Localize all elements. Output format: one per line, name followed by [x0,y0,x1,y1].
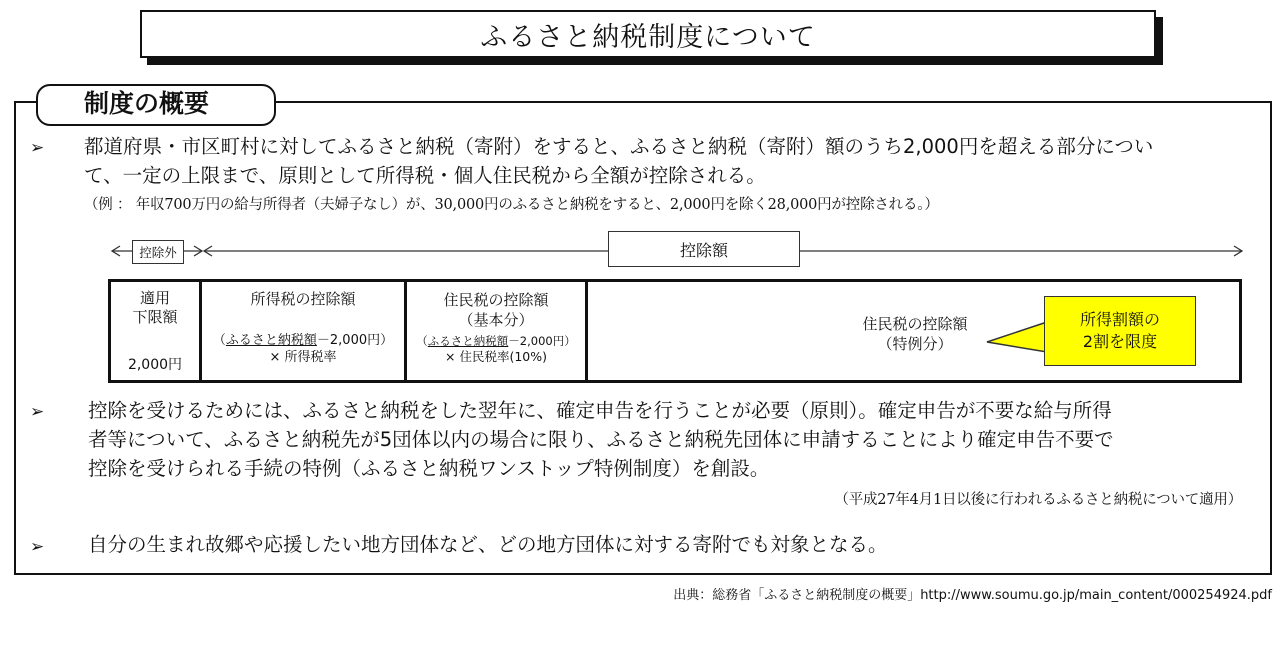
bullet-2-text [88,396,1258,483]
page-title: ふるさと納税制度について [480,21,816,53]
formula-rest: －2,000円） [508,334,576,348]
bullet-2-note: （平成27年4月1日以後に行われるふるさと納税について適用） [834,492,1242,508]
formula-rate: × 所得税率 [269,350,337,365]
bullet-1-line-2: て、一定の上限まで、原則として所得税・個人住民税から全額が控除される。 [84,164,766,187]
limit-callout [1044,296,1196,366]
resident-special-title: 住民税の控除額 [862,315,968,333]
bullet-arrow-icon: ➢ [30,402,45,422]
formula-open: （ [416,334,428,348]
income-tax-formula [202,332,404,366]
formula-open: （ [212,333,226,348]
resident-special-cell [820,314,1010,354]
bullet-3-line-1: 自分の生まれ故郷や応援したい地方団体など、どの地方団体に対する寄附でも対象となる。 [88,533,888,556]
resident-basic-title [407,290,585,330]
bullet-1-line-1: 都道府県・市区町村に対してふるさと納税（寄附）をすると、ふるさと納税（寄附）額のうち2,000円を超える部分につい [84,135,1154,158]
bullet-2-line-1: 控除を受けるためには、ふるさと納税をした翌年に、確定申告を行うことが必要（原則）。確定申告が不要な給与所得 [88,399,1112,422]
formula-rate: × 住民税率(10%) [445,349,547,364]
source-citation: 出典：総務省「ふるさと納税制度の概要」http://www.soumu.go.jp/main_content/000254924.pdf [673,588,1272,603]
bullet-1-text [84,132,1264,190]
formula-amount: ふるさと納税額 [427,334,509,348]
bullet-arrow-icon: ➢ [30,138,45,158]
callout-line2: 2割を限度 [1082,332,1158,351]
resident-basic-title-text: 住民税の控除額 [443,291,549,309]
resident-special-subtitle: （特例分） [877,335,953,353]
lower-limit-line2: 下限額 [132,308,178,326]
section-tab: 制度の概要 [36,84,276,126]
lower-limit-line1: 適用 [139,289,170,307]
table-divider [585,279,588,383]
bullet-2-line-3: 控除を受けられる手続の特例（ふるさと納税ワンストップ特例制度）を創設。 [88,457,770,480]
callout-seam [1045,324,1048,346]
resident-basic-formula [407,333,585,365]
bullet-2-line-2: 者等について、ふるさと納税先が5団体以内の場合に限り、ふるさと納税先団体に申請することにより確定申告不要で [88,428,1114,451]
formula-rest: －2,000円） [316,333,394,348]
lower-limit-amount: 2,000円 [127,357,183,373]
page-title-box [140,10,1156,58]
income-tax-title: 所得税の控除額 [250,290,356,308]
callout-line1: 所得割額の [1079,310,1160,329]
bullet-3-text [88,530,1258,559]
resident-basic-subtitle: （基本分） [458,311,534,329]
bullet-arrow-icon: ➢ [30,537,45,557]
lower-limit-cell [111,289,199,327]
excluded-label: 控除外 [132,240,184,264]
formula-amount: ふるさと納税額 [225,333,317,348]
deduction-label: 控除額 [608,231,800,267]
bullet-1-note: （例 ： 年収700万円の給与所得者（夫婦子なし）が、30,000円のふるさと納税をすると、2,000円を除く28,000円が控除される。） [84,197,939,213]
